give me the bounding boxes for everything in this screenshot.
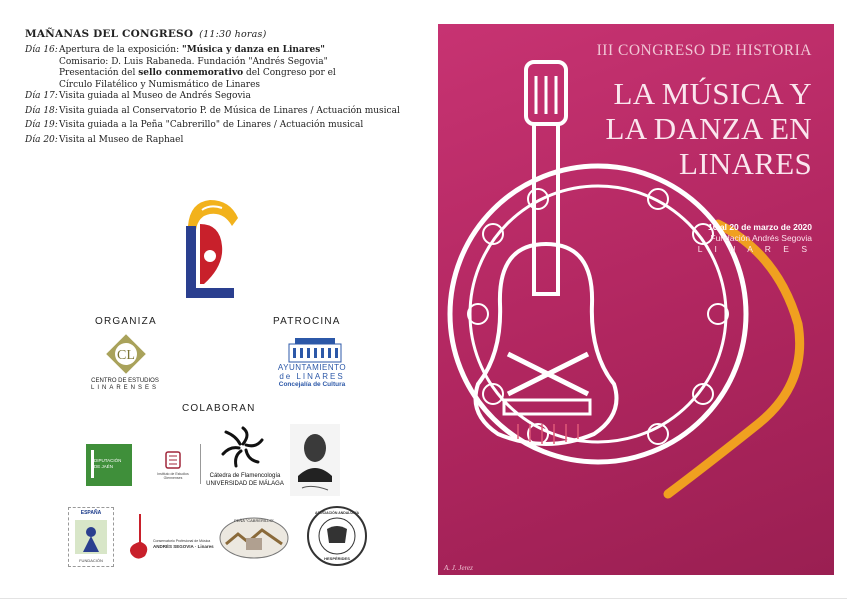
poster-title-line3: LINARES <box>679 146 812 181</box>
program-text <box>59 57 400 69</box>
program-item <box>25 80 400 92</box>
hesperides-top: ASOCIACIÓN ANDALUCÍA <box>314 511 359 515</box>
program-day: Día 19: <box>25 120 58 130</box>
program-day: Día 17: <box>25 91 58 101</box>
patrocina-label: PATROCINA <box>273 316 341 327</box>
dip-line2: DE JAÉN <box>94 464 114 469</box>
program-time: (11:30 horas) <box>199 29 267 40</box>
program-text-pre: Visita al Museo de Raphael <box>59 134 184 145</box>
program-text-bold: sello conmemorativo <box>138 68 244 78</box>
catedra-line1: Cátedra de Flamencología <box>209 473 281 479</box>
program-text <box>59 106 400 118</box>
program-text <box>59 80 400 92</box>
program-day <box>25 80 59 92</box>
program-text-pre: Círculo Filatélico y Numismático de Linares <box>59 79 261 90</box>
program-text-pre: Comisario: D. Luis Rabaneda. Fundación "Andrés Segovia" <box>59 56 328 67</box>
ayuntamiento-caption <box>262 363 362 389</box>
program-day <box>25 68 59 80</box>
cabrerillo-caption: PEÑA "CABRERILLO" <box>234 518 274 523</box>
hesperides-bottom: HESPÉRIDES <box>324 556 350 561</box>
poster-date-range: 16 al 20 de marzo de 2020 <box>708 222 812 232</box>
program-text-pre: Apertura de la exposición: <box>59 45 182 55</box>
program-item <box>25 135 400 147</box>
ieg-caption: Instituto de Estudios Giennenses <box>157 472 189 480</box>
poster-subtitle: III CONGRESO DE HISTORIA <box>596 42 812 59</box>
cel-logo <box>103 331 149 377</box>
colaboran-label: COLABORAN <box>182 403 256 414</box>
program-text-pre: Visita guiada a la Peña "Cabrerillo" de Linares / Actuación musical <box>59 120 364 130</box>
ayto-line1: AYUNTAMIENTO <box>277 363 347 372</box>
program-text <box>59 45 400 57</box>
program-text-pre: Presentación del <box>59 68 139 78</box>
program-text-pre: Visita guiada al Museo de Andrés Segovia <box>59 91 251 101</box>
program-item <box>25 106 400 118</box>
poster-title-line1: LA MÚSICA Y <box>613 76 812 111</box>
poster-title <box>605 76 812 181</box>
cabrerillo-logo <box>218 512 290 562</box>
cel-caption-line2: LINARENSES <box>90 385 159 391</box>
poster-title-line2: LA DANZA EN <box>605 111 812 146</box>
ayuntamiento-logo <box>285 336 345 364</box>
program-day: Día 20: <box>25 134 58 145</box>
program-item <box>25 57 400 69</box>
cel-caption <box>80 378 170 392</box>
program-text-pre: Visita guiada al Conservatorio P. de Música de Linares / Actuación musical <box>59 105 400 116</box>
program-day <box>25 57 59 69</box>
program-text-post: del Congreso por el <box>243 68 336 78</box>
svg-text:CL: CL <box>117 348 135 363</box>
program-text-bold: "Música y danza en Linares" <box>182 45 325 55</box>
stamp-top: ESPAÑA <box>80 510 102 516</box>
dip-line1: DIPUTACIÓN <box>94 458 122 463</box>
segovia-line1: Conservatorio Profesional de Música <box>153 539 211 543</box>
program-list <box>25 45 400 149</box>
poster-city: L I N A R E S <box>697 244 812 254</box>
ayto-line2: de LINARES <box>279 372 345 381</box>
diputacion-logo <box>86 444 132 486</box>
program-title <box>25 28 267 40</box>
program-item <box>25 68 400 80</box>
congress-poster <box>438 24 834 575</box>
hesperides-logo <box>305 505 369 567</box>
poster-foundation: Fundación Andrés Segovia <box>710 233 812 243</box>
catedra-caption <box>200 472 290 488</box>
catedra-line2: UNIVERSIDAD DE MÁLAGA <box>206 481 284 487</box>
program-day: Día 16: <box>25 45 58 55</box>
stamp-logo <box>68 507 114 567</box>
poster-dates <box>698 222 812 255</box>
program-text <box>59 120 400 132</box>
program-item <box>25 120 400 132</box>
catedra-logo <box>218 424 268 470</box>
ieg-logo <box>150 450 196 480</box>
program-text <box>59 135 400 147</box>
program-day: Día 18: <box>25 105 58 116</box>
congress-logo <box>180 196 240 306</box>
program-item <box>25 45 400 57</box>
program-item <box>25 91 400 103</box>
ayto-line3: Concejalía de Cultura <box>278 381 346 388</box>
page-divider <box>0 598 847 599</box>
poster-signature: A. J. Jerez <box>444 564 473 572</box>
program-title-text: MAÑANAS DEL CONGRESO <box>25 28 194 40</box>
organiza-label: ORGANIZA <box>95 316 157 327</box>
stamp-bottom: FUNDACIÓN <box>79 558 103 563</box>
raphael-portrait <box>290 424 340 496</box>
program-text <box>59 91 400 103</box>
cel-caption-line1: CENTRO DE ESTUDIOS <box>91 378 159 384</box>
segovia-logo <box>125 512 215 568</box>
program-text <box>59 68 400 80</box>
segovia-line2: ANDRÉS SEGOVIA · Linares <box>153 544 214 549</box>
